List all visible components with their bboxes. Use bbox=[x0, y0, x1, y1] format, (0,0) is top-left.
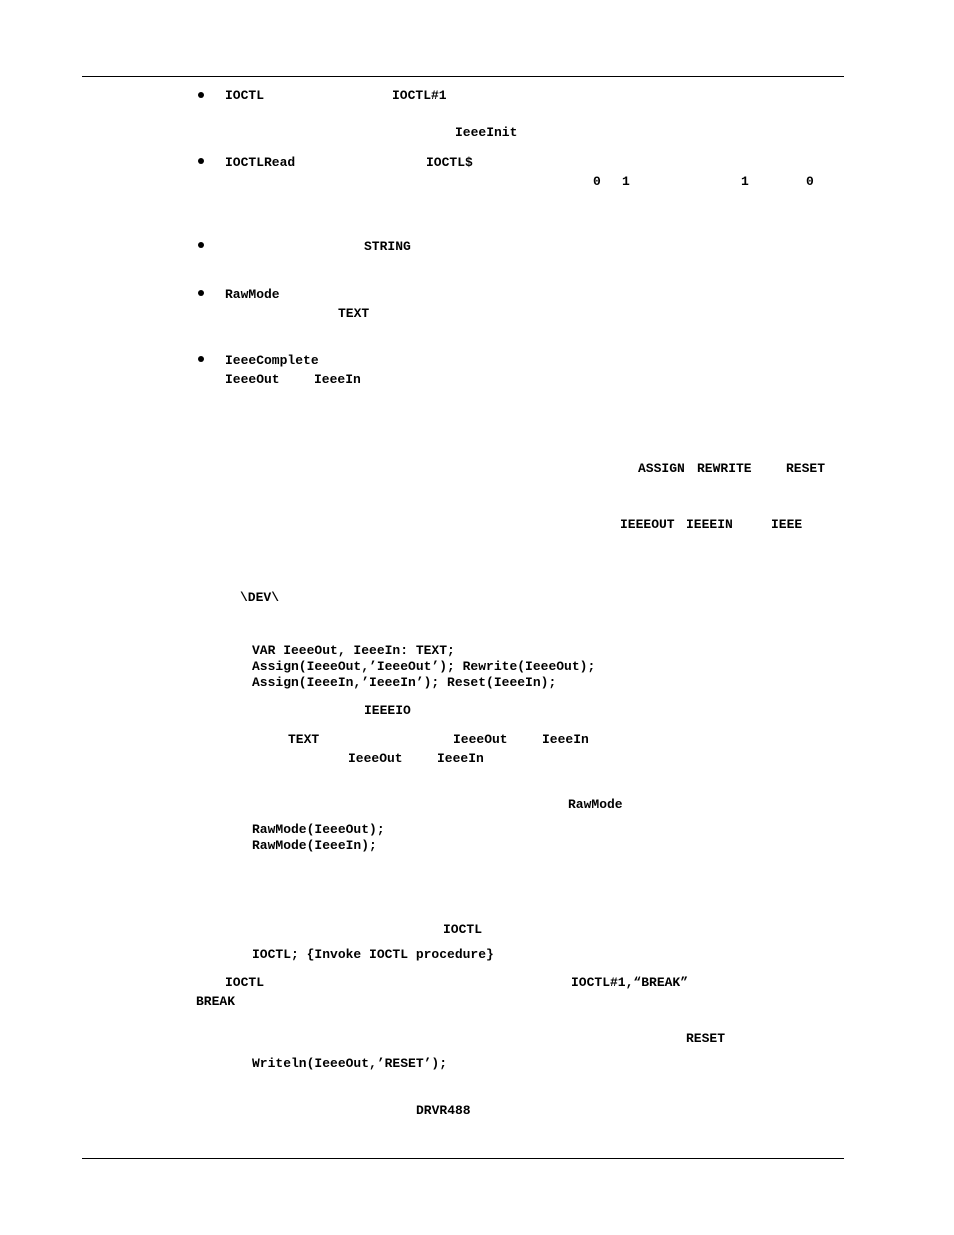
reset-ref: RESET bbox=[686, 1031, 726, 1046]
bottom-rule bbox=[82, 1158, 844, 1159]
code-declare-line-1: VAR IeeeOut, IeeeIn: TEXT; bbox=[252, 643, 455, 658]
bullet-rawmode-type: TEXT bbox=[338, 306, 370, 321]
text-var-in-2: IeeeIn bbox=[437, 751, 484, 766]
bullet-ioctlread-v2: 1 bbox=[741, 174, 749, 189]
bullet-rawmode-name: RawMode bbox=[225, 287, 280, 302]
bullet-ioctlread-ref: IOCTL$ bbox=[426, 155, 473, 170]
ioctl-note-name: IOCTL bbox=[225, 975, 265, 990]
text-type: TEXT bbox=[288, 732, 320, 747]
ieeein-file: IEEEIN bbox=[686, 517, 733, 532]
bullet-string-type: STRING bbox=[364, 239, 411, 254]
code-declare-line-3: Assign(IeeeIn,’IeeeIn’); Reset(IeeeIn); bbox=[252, 675, 557, 690]
bullet-ioctl-init: IeeeInit bbox=[455, 125, 518, 140]
bullet-string bbox=[198, 242, 204, 248]
ioctl-proc: IOCTL bbox=[443, 922, 483, 937]
assign-keyword: ASSIGN bbox=[638, 461, 685, 476]
ieeeout-file: IEEEOUT bbox=[620, 517, 675, 532]
bullet-ioctlread-v1: 1 bbox=[622, 174, 630, 189]
bullet-ioctlread bbox=[198, 158, 204, 164]
bullet-ieeecomplete bbox=[198, 356, 204, 362]
bullet-ieeecomplete-name: IeeeComplete bbox=[225, 353, 319, 368]
bullet-ioctlread-v3: 0 bbox=[806, 174, 814, 189]
code-rawmode-line-2: RawMode(IeeeIn); bbox=[252, 838, 377, 853]
text-var-in-1: IeeeIn bbox=[542, 732, 589, 747]
code-reset: Writeln(IeeeOut,’RESET’); bbox=[252, 1056, 448, 1071]
ieee-file: IEEE bbox=[771, 517, 803, 532]
code-ioctl: IOCTL; {Invoke IOCTL procedure} bbox=[252, 947, 494, 962]
rewrite-keyword: REWRITE bbox=[697, 461, 752, 476]
bullet-ioctlread-v0: 0 bbox=[593, 174, 601, 189]
driver-name: DRVR488 bbox=[416, 1103, 471, 1118]
text-var-out-2: IeeeOut bbox=[348, 751, 403, 766]
bullet-ieeecomplete-out: IeeeOut bbox=[225, 372, 280, 387]
bullet-ioctlread-name: IOCTLRead bbox=[225, 155, 296, 170]
bullet-ieeecomplete-in: IeeeIn bbox=[314, 372, 361, 387]
reset-keyword: RESET bbox=[786, 461, 826, 476]
top-rule bbox=[82, 76, 844, 77]
bullet-ioctl bbox=[198, 92, 204, 98]
bullet-ioctl-name: IOCTL bbox=[225, 88, 265, 103]
rawmode-ref: RawMode bbox=[568, 797, 623, 812]
ioctl-note-break: BREAK bbox=[196, 994, 236, 1009]
ioctl-note-cmd: IOCTL#1,“BREAK” bbox=[571, 975, 689, 990]
code-declare-line-2: Assign(IeeeOut,’IeeeOut’); Rewrite(IeeeOut); bbox=[252, 659, 596, 674]
code-rawmode-line-1: RawMode(IeeeOut); bbox=[252, 822, 385, 837]
bullet-rawmode bbox=[198, 290, 204, 296]
bullet-ioctl-ref: IOCTL#1 bbox=[392, 88, 447, 103]
unit-name: IEEEIO bbox=[364, 703, 411, 718]
dev-path: \DEV\ bbox=[240, 590, 280, 605]
text-var-out-1: IeeeOut bbox=[453, 732, 508, 747]
